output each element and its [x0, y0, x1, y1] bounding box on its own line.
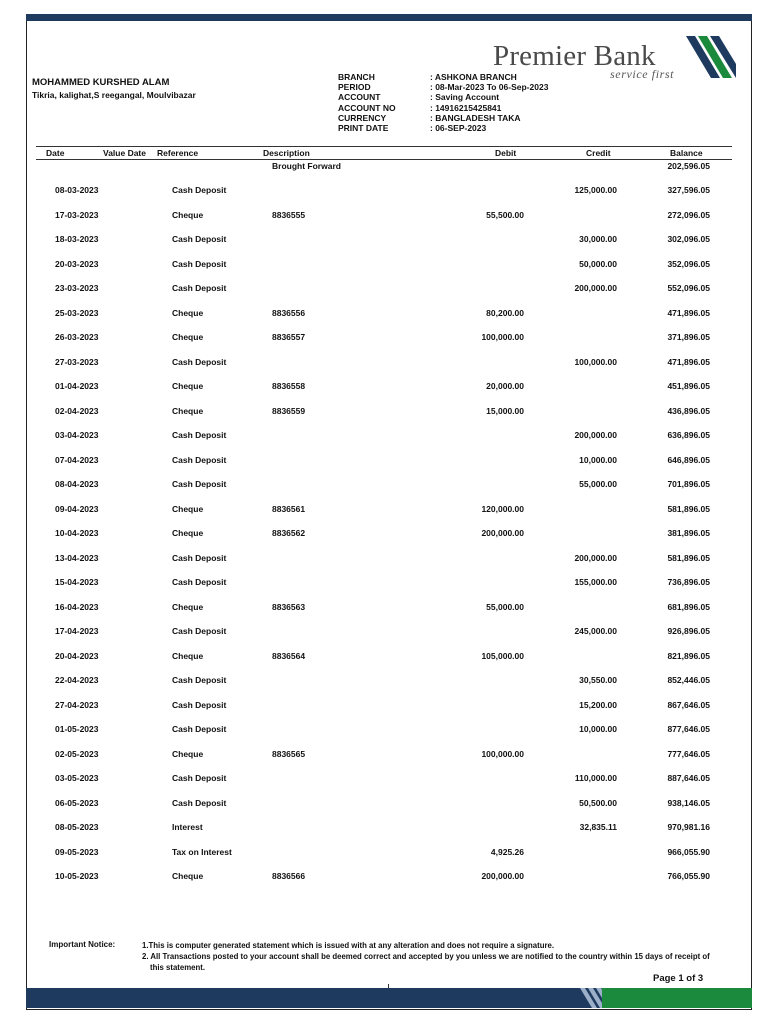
column-header-debit: Debit — [495, 148, 517, 158]
row-balance: 371,896.05 — [667, 332, 710, 342]
row-balance: 736,896.05 — [667, 577, 710, 587]
table-row — [0, 675, 768, 687]
column-header-credit: Credit — [586, 148, 611, 158]
row-description: 8836557 — [272, 332, 306, 342]
row-date: 01-05-2023 — [55, 724, 99, 734]
table-row — [0, 822, 768, 834]
row-balance: 646,896.05 — [667, 454, 710, 465]
brought-forward-label: Brought Forward — [272, 161, 341, 171]
row-date: 27-04-2023 — [55, 699, 99, 710]
table-row — [0, 724, 768, 736]
table-row — [0, 332, 768, 344]
row-reference: Cheque — [172, 381, 204, 391]
row-credit: 32,835.11 — [579, 822, 617, 832]
row-reference: Cash Deposit — [172, 699, 227, 710]
row-credit: 200,000.00 — [574, 430, 617, 440]
row-date: 25-03-2023 — [55, 307, 99, 318]
bank-tagline: service first — [610, 67, 675, 81]
notice-line: 2. All Transactions posted to your account shall be deemed correct and accepted by you unless we are notified to the country within 15 days of receipt of — [142, 952, 710, 961]
row-reference: Cash Deposit — [172, 430, 227, 440]
row-balance: 451,896.05 — [667, 381, 710, 391]
brought-forward-balance: 202,596.05 — [667, 161, 710, 171]
table-row — [0, 210, 768, 222]
row-date: 10-04-2023 — [55, 528, 99, 538]
row-balance: 701,896.05 — [667, 479, 710, 489]
row-date: 03-04-2023 — [55, 430, 99, 440]
row-credit: 200,000.00 — [574, 552, 617, 563]
row-credit: 10,000.00 — [579, 724, 617, 734]
row-reference: Cash Deposit — [172, 258, 227, 269]
row-date: 20-03-2023 — [55, 258, 99, 269]
page-number: Page 1 of 3 — [653, 973, 704, 984]
row-date: 08-04-2023 — [55, 479, 99, 489]
table-row — [0, 553, 768, 565]
info-value: : BANGLADESH TAKA — [430, 112, 521, 123]
row-reference: Cash Deposit — [172, 454, 227, 465]
row-credit: 30,000.00 — [579, 234, 617, 244]
row-description: 8836559 — [272, 405, 306, 416]
info-label: BRANCH — [338, 72, 375, 82]
row-reference: Cheque — [172, 528, 204, 538]
row-balance: 887,646.05 — [667, 773, 710, 783]
info-value: : 08-Mar-2023 To 06-Sep-2023 — [430, 82, 549, 93]
row-date: 02-05-2023 — [55, 748, 99, 759]
row-reference: Cash Deposit — [172, 234, 227, 244]
row-debit: 120,000.00 — [481, 503, 524, 514]
row-balance: 766,055.90 — [667, 871, 710, 881]
info-label: ACCOUNT — [338, 92, 381, 103]
table-row — [0, 798, 768, 810]
table-row — [0, 871, 768, 883]
row-balance: 581,896.05 — [667, 503, 710, 514]
row-reference: Cheque — [172, 332, 204, 342]
notice-label: Important Notice: — [49, 940, 116, 949]
row-debit: 20,000.00 — [486, 381, 524, 391]
row-reference: Cash Deposit — [172, 356, 227, 367]
account-info-values — [430, 72, 548, 133]
bank-name: Premier Bank — [493, 40, 656, 72]
row-date: 10-05-2023 — [55, 871, 99, 881]
table-row — [0, 185, 768, 197]
row-credit: 155,000.00 — [574, 577, 617, 587]
row-date: 08-03-2023 — [55, 185, 99, 195]
table-row — [0, 528, 768, 540]
row-debit: 105,000.00 — [481, 650, 524, 661]
row-reference: Cash Deposit — [172, 479, 227, 489]
row-credit: 50,000.00 — [579, 258, 617, 269]
row-date: 17-03-2023 — [55, 209, 99, 220]
row-balance: 970,981.16 — [667, 822, 710, 832]
row-description: 8836566 — [272, 871, 306, 881]
table-row — [0, 406, 768, 418]
table-row — [0, 381, 768, 393]
row-credit: 200,000.00 — [574, 283, 617, 293]
column-header-balance: Balance — [670, 148, 703, 158]
row-reference: Cheque — [172, 503, 204, 514]
row-balance: 938,146.05 — [667, 797, 710, 808]
row-credit: 100,000.00 — [574, 356, 617, 367]
info-value: : 06-SEP-2023 — [430, 123, 487, 134]
row-debit: 4,925.26 — [490, 846, 524, 857]
row-reference: Cash Deposit — [172, 552, 227, 563]
row-balance: 636,896.05 — [667, 430, 710, 440]
row-date: 02-04-2023 — [55, 405, 99, 416]
row-date: 07-04-2023 — [55, 454, 99, 465]
row-date: 06-05-2023 — [55, 797, 99, 808]
row-balance: 777,646.05 — [667, 748, 710, 759]
row-reference: Interest — [172, 822, 203, 832]
info-label: PRINT DATE — [338, 123, 389, 134]
info-value: : Saving Account — [430, 92, 500, 103]
table-row — [0, 455, 768, 467]
row-credit: 245,000.00 — [574, 626, 617, 636]
row-reference: Cash Deposit — [172, 675, 227, 685]
row-balance: 821,896.05 — [667, 650, 710, 661]
bottom-brand-bar — [26, 988, 752, 1008]
info-label: ACCOUNT NO — [338, 102, 396, 113]
row-debit: 200,000.00 — [481, 528, 524, 538]
row-description: 8836562 — [272, 528, 306, 538]
row-date: 16-04-2023 — [55, 601, 99, 612]
table-row — [0, 651, 768, 663]
row-reference: Cash Deposit — [172, 626, 227, 636]
row-debit: 80,200.00 — [486, 307, 524, 318]
row-credit: 125,000.00 — [574, 185, 617, 195]
row-description: 8836555 — [272, 209, 306, 220]
row-reference: Cash Deposit — [172, 185, 227, 195]
row-description: 8836558 — [272, 381, 306, 391]
row-credit: 110,000.00 — [574, 773, 617, 783]
top-brand-bar — [26, 14, 752, 21]
row-description: 8836564 — [272, 650, 306, 661]
row-date: 23-03-2023 — [55, 283, 99, 293]
row-date: 20-04-2023 — [55, 650, 99, 661]
row-credit: 55,000.00 — [579, 479, 617, 489]
table-row — [0, 504, 768, 516]
important-notice — [142, 940, 737, 973]
row-credit: 15,200.00 — [579, 699, 617, 710]
table-row — [0, 479, 768, 491]
info-value: : 14916215425841 — [430, 102, 502, 113]
customer-name: MOHAMMED KURSHED ALAM — [32, 77, 170, 88]
table-row — [0, 430, 768, 442]
row-reference: Cheque — [172, 601, 204, 612]
row-date: 17-04-2023 — [55, 626, 99, 636]
row-reference: Tax on Interest — [172, 846, 232, 857]
row-date: 27-03-2023 — [55, 356, 99, 367]
table-row — [0, 234, 768, 246]
row-description: 8836565 — [272, 748, 306, 759]
row-balance: 327,596.05 — [667, 185, 710, 195]
row-date: 08-05-2023 — [55, 822, 99, 832]
table-row — [0, 847, 768, 859]
table-header-bottom-rule — [36, 159, 732, 160]
table-row — [0, 357, 768, 369]
customer-address: Tikria, kalighat,S reegangal, Moulvibazar — [32, 90, 196, 100]
row-debit: 55,000.00 — [486, 601, 524, 612]
row-balance: 581,896.05 — [667, 552, 710, 563]
row-credit: 30,550.00 — [579, 675, 617, 685]
brought-forward-row — [0, 161, 768, 173]
column-header-reference: Reference — [157, 148, 199, 158]
row-description: 8836561 — [272, 503, 306, 514]
row-balance: 552,096.05 — [667, 283, 710, 293]
row-reference: Cheque — [172, 307, 204, 318]
table-row — [0, 283, 768, 295]
table-row — [0, 700, 768, 712]
row-description: 8836556 — [272, 307, 306, 318]
row-description: 8836563 — [272, 601, 306, 612]
notice-line: this statement. — [150, 963, 206, 972]
column-header-description: Description — [263, 148, 310, 158]
column-header-date: Date — [46, 148, 65, 158]
row-date: 22-04-2023 — [55, 675, 99, 685]
info-label: PERIOD — [338, 82, 371, 93]
row-credit: 10,000.00 — [579, 454, 617, 465]
row-reference: Cheque — [172, 405, 204, 416]
info-label: CURRENCY — [338, 112, 387, 123]
column-header-value-date: Value Date — [103, 148, 146, 158]
row-reference: Cheque — [172, 650, 204, 661]
row-debit: 200,000.00 — [481, 871, 524, 881]
table-row — [0, 577, 768, 589]
row-debit: 100,000.00 — [481, 332, 524, 342]
row-balance: 436,896.05 — [667, 405, 710, 416]
row-reference: Cash Deposit — [172, 283, 227, 293]
row-reference: Cash Deposit — [172, 577, 227, 587]
row-date: 09-05-2023 — [55, 846, 99, 857]
footer-green-band — [602, 988, 752, 1008]
row-reference: Cheque — [172, 748, 204, 759]
row-reference: Cheque — [172, 209, 204, 220]
row-balance: 966,055.90 — [667, 846, 710, 857]
row-date: 01-04-2023 — [55, 381, 99, 391]
row-debit: 55,500.00 — [486, 209, 524, 220]
row-balance: 471,896.05 — [667, 356, 710, 367]
row-balance: 926,896.05 — [667, 626, 710, 636]
row-balance: 352,096.05 — [667, 258, 710, 269]
row-reference: Cash Deposit — [172, 797, 227, 808]
row-date: 15-04-2023 — [55, 577, 99, 587]
row-date: 09-04-2023 — [55, 503, 99, 514]
row-balance: 302,096.05 — [667, 234, 710, 244]
table-row — [0, 602, 768, 614]
table-row — [0, 308, 768, 320]
account-info-labels — [338, 72, 396, 133]
row-date: 26-03-2023 — [55, 332, 99, 342]
row-balance: 272,096.05 — [667, 209, 710, 220]
row-credit: 50,500.00 — [579, 797, 617, 808]
table-row — [0, 626, 768, 638]
row-date: 03-05-2023 — [55, 773, 99, 783]
table-header-top-rule — [36, 146, 732, 147]
row-debit: 100,000.00 — [481, 748, 524, 759]
row-balance: 877,646.05 — [667, 724, 710, 734]
row-balance: 381,896.05 — [667, 528, 710, 538]
row-reference: Cash Deposit — [172, 724, 227, 734]
row-balance: 681,896.05 — [667, 601, 710, 612]
bank-logo-icon — [686, 36, 736, 78]
row-balance: 471,896.05 — [667, 307, 710, 318]
table-row — [0, 749, 768, 761]
row-date: 13-04-2023 — [55, 552, 99, 563]
notice-line: 1.This is computer generated statement which is issued with at any alteration and does not require a signature. — [142, 941, 555, 950]
table-row — [0, 259, 768, 271]
row-balance: 852,446.05 — [667, 675, 710, 685]
row-reference: Cheque — [172, 871, 204, 881]
table-row — [0, 773, 768, 785]
row-date: 18-03-2023 — [55, 234, 99, 244]
row-balance: 867,646.05 — [667, 699, 710, 710]
row-reference: Cash Deposit — [172, 773, 227, 783]
row-debit: 15,000.00 — [486, 405, 524, 416]
info-value: : ASHKONA BRANCH — [430, 72, 517, 82]
